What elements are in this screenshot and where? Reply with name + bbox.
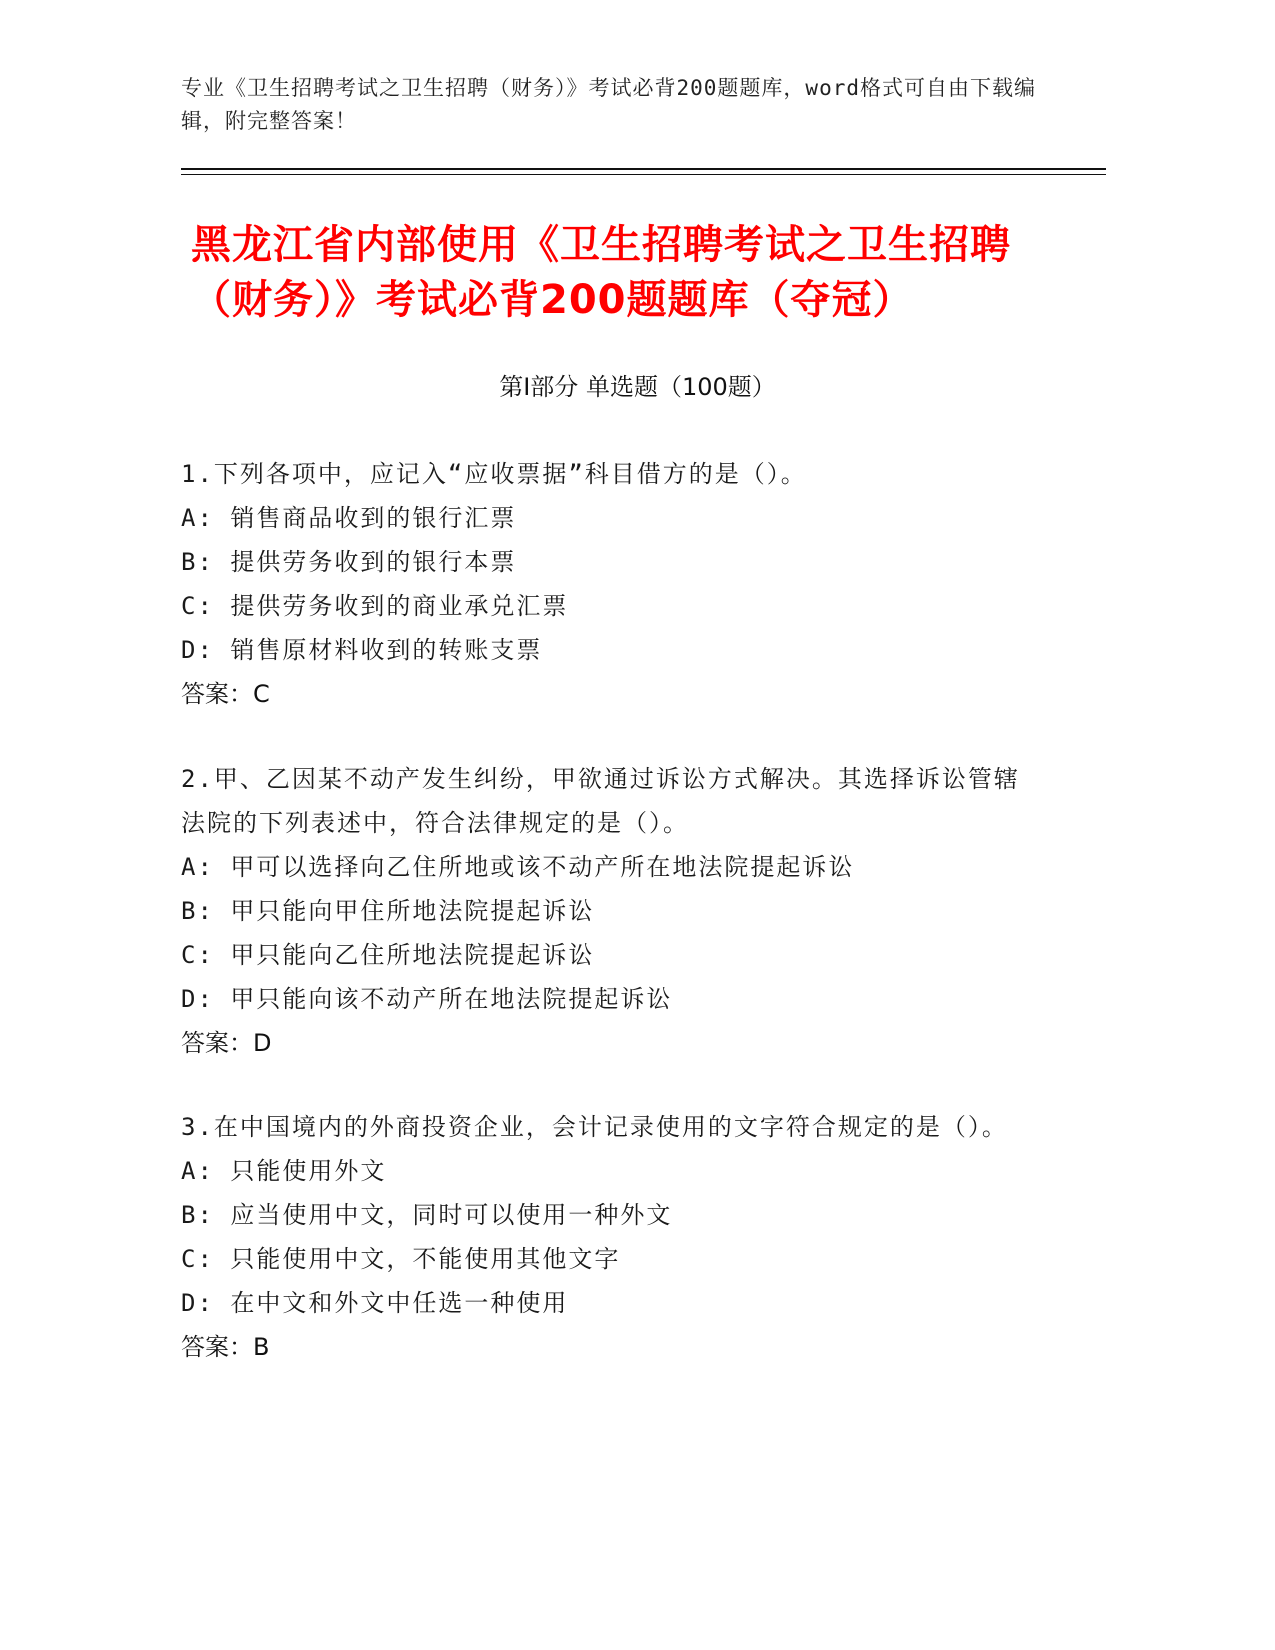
option-d: D: 销售原材料收到的转账支票	[181, 636, 543, 664]
option-b: B: 甲只能向甲住所地法院提起诉讼	[181, 897, 595, 925]
option-d: D: 在中文和外文中任选一种使用	[181, 1289, 569, 1317]
question-stem: 2.甲、乙因某不动产发生纠纷，甲欲通过诉讼方式解决。其选择诉讼管辖法院的下列表述中，符合法律规定的是（）。	[181, 765, 1020, 837]
option-a: A: 销售商品收到的银行汇票	[181, 504, 517, 532]
option-d: D: 甲只能向该不动产所在地法院提起诉讼	[181, 985, 673, 1013]
option-b: B: 提供劳务收到的银行本票	[181, 548, 517, 576]
option-c: C: 甲只能向乙住所地法院提起诉讼	[181, 941, 595, 969]
section-heading: 第Ⅰ部分 单选题（100题）	[499, 373, 776, 401]
question-stem: 1.下列各项中，应记入“应收票据”科目借方的是（）。	[181, 460, 807, 488]
question-answer: 答案：C	[181, 680, 270, 708]
option-b: B: 应当使用中文，同时可以使用一种外文	[181, 1201, 673, 1229]
option-c: C: 只能使用中文，不能使用其他文字	[181, 1245, 621, 1273]
question-1	[181, 452, 1041, 716]
question-stem: 3.在中国境内的外商投资企业，会计记录使用的文字符合规定的是（）。	[181, 1113, 1008, 1141]
question-2	[181, 757, 1041, 1065]
question-answer: 答案：D	[181, 1029, 272, 1057]
option-c: C: 提供劳务收到的商业承兑汇票	[181, 592, 569, 620]
question-answer: 答案：B	[181, 1333, 270, 1361]
question-3	[181, 1105, 1041, 1369]
option-a: A: 只能使用外文	[181, 1157, 387, 1185]
header-divider-thick	[181, 168, 1106, 170]
document-intro: 专业《卫生招聘考试之卫生招聘（财务）》考试必背200题题库，word格式可自由下载编辑，附完整答案！	[181, 76, 1036, 133]
option-a: A: 甲可以选择向乙住所地或该不动产所在地法院提起诉讼	[181, 853, 855, 881]
document-title: 黑龙江省内部使用《卫生招聘考试之卫生招聘（财务）》考试必背200题题库（夺冠）	[191, 222, 1011, 323]
header-divider-thin	[181, 174, 1106, 175]
